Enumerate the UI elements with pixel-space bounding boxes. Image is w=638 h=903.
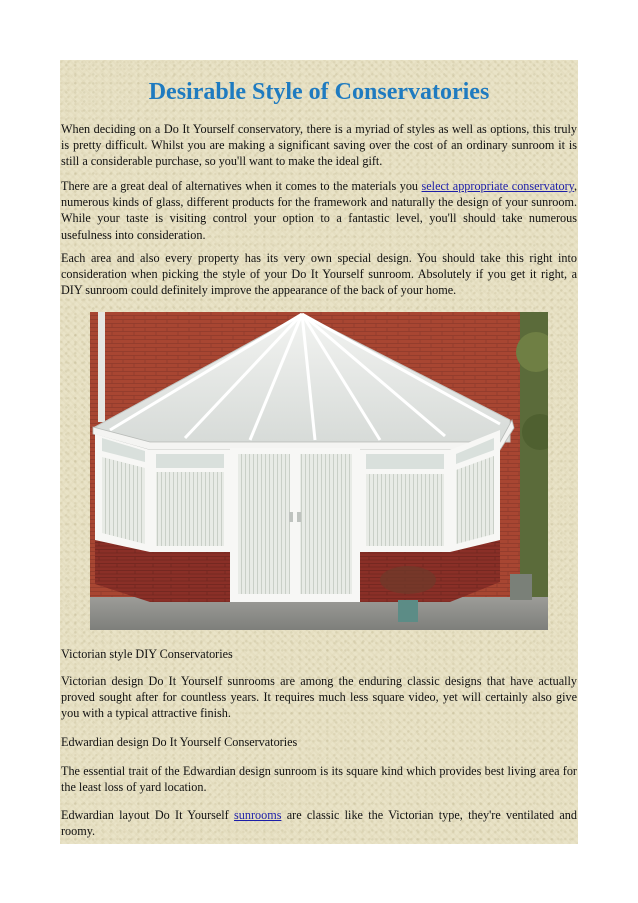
sunrooms-link[interactable]: sunrooms [234,808,282,822]
paragraph-materials-text-before: There are a great deal of alternatives when it comes to the materials you [61,179,422,193]
paragraph-edwardian-layout-text-before: Edwardian layout Do It Yourself [61,808,235,822]
select-appropriate-conservatory-link[interactable]: select appropriate conservatory [421,179,574,193]
paragraph-intro: When deciding on a Do It Yourself conservatory, there is a myriad of styles as well as options, this truly is pretty difficult. Whilst you are making a significant saving over the cost of an ordinary sunroom it is still a considerable purchase, so you'll want to make the ideal gift. [61,122,577,169]
paragraph-edwardian-layout [61,807,577,839]
conservatory-photo [90,312,548,630]
document-page [60,60,578,844]
paragraph-materials [61,178,577,243]
paragraph-materials-text-after: , numerous kinds of glass, different products for the framework and naturally the design of your sunroom. While your taste is visiting control your option to a fantastic level, you'll should take numerous usefulness into consideration. [61,179,577,242]
paragraph-victorian: Victorian design Do It Yourself sunrooms are among the enduring classic designs that have actually proved sought after for countless years. It requires much less square video, yet will certainly also give you with a typical attractive finish. [61,674,577,721]
document-title: Desirable Style of Conservatories [148,79,490,105]
heading-victorian: Victorian style DIY Conservatories [61,647,233,661]
paragraph-edwardian-layout-text-after: are classic like the Victorian type, they're ventilated and roomy. [61,808,577,839]
paragraph-design: Each area and also every property has its very own special design. You should take this right into consideration when picking the style of your Do It Yourself sunroom. Absolutely if you get it right, a DIY sunroom could definitely improve the appearance of the back of your home. [61,251,577,298]
heading-edwardian: Edwardian design Do It Yourself Conservatories [61,735,298,749]
paragraph-edwardian: The essential trait of the Edwardian design sunroom is its square kind which provides best living area for the least loss of yard location. [61,764,577,795]
